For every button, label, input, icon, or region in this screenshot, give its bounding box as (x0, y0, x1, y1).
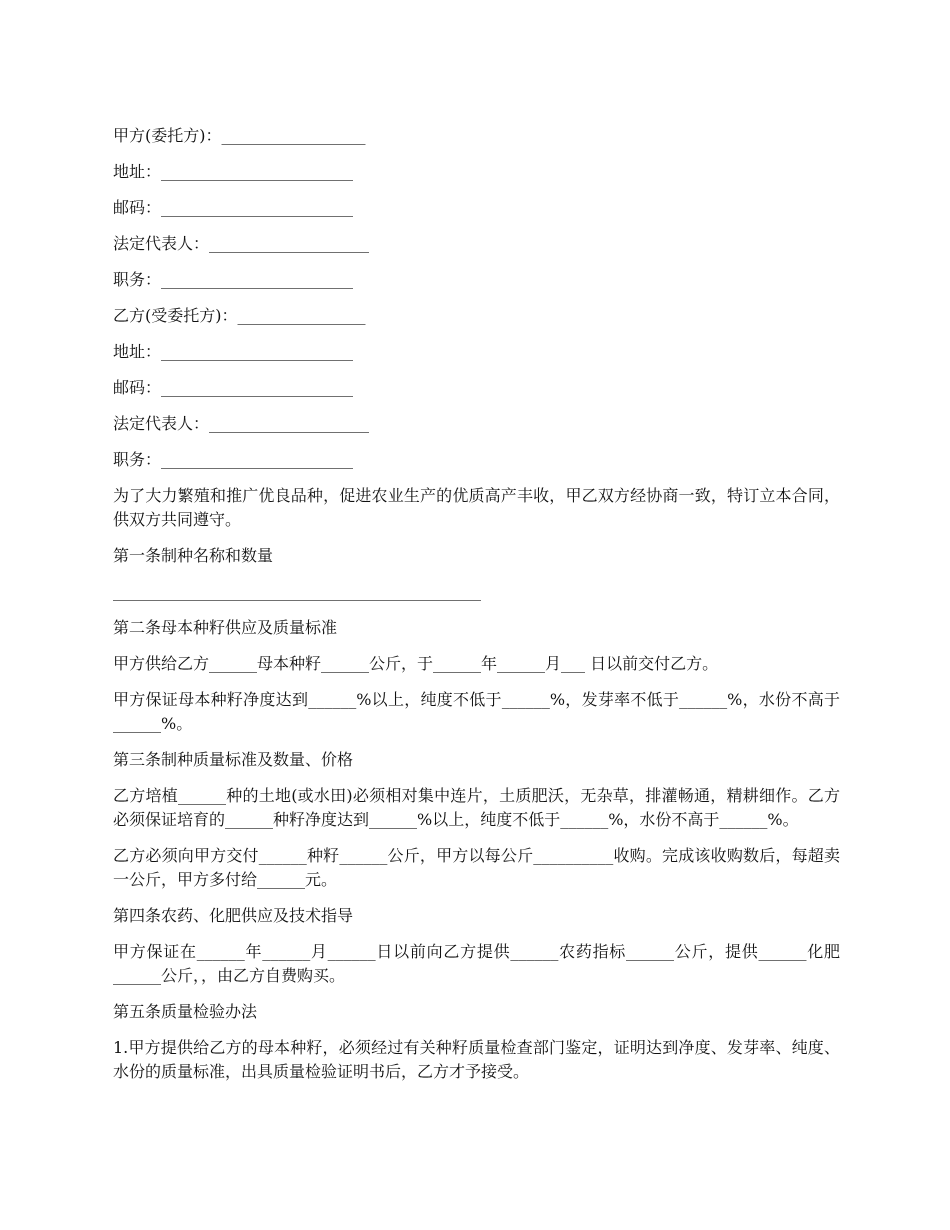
party-b-legal-rep: 法定代表人：____________________ (113, 414, 370, 433)
party-a-legal-rep: 法定代表人：____________________ (113, 234, 370, 253)
article5-heading: 第五条质量检验办法 (113, 1002, 258, 1021)
article2-paragraph-1: 甲方供给乙方______母本种籽______公斤，于______年______月___ 日以前交付乙方。 (113, 654, 719, 673)
article5-paragraph-1: 1.甲方提供给乙方的母本种籽，必须经过有关种籽质量检查部门鉴定，证明达到净度、发芽率、纯度、水份的质量标准，出具质量检验证明书后，乙方才予接受。 (113, 1038, 840, 1081)
article2-heading: 第二条母本种籽供应及质量标准 (113, 618, 338, 637)
article1-blank-line: ______________________________________________ (113, 582, 481, 601)
contract-page (113, 124, 840, 1096)
article3-paragraph-2: 乙方必须向甲方交付______种籽______公斤，甲方以每公斤__________收购。完成该收购数后，每超卖一公斤，甲方多付给______元。 (113, 846, 840, 889)
article3-heading: 第三条制种质量标准及数量、价格 (113, 750, 354, 769)
party-a-label: 甲方(委托方)：__________________ (113, 126, 366, 145)
preamble-paragraph: 为了大力繁殖和推广优良品种，促进农业生产的优质高产丰收，甲乙双方经协商一致，特订立本合同，供双方共同遵守。 (113, 486, 840, 529)
article2-paragraph-2: 甲方保证母本种籽净度达到______%以上，纯度不低于______%，发芽率不低于______%，水份不高于______%。 (113, 690, 840, 733)
party-a-address: 地址：________________________ (113, 162, 354, 181)
article4-paragraph-1: 甲方保证在______年______月______日以前向乙方提供______农药指标______公斤，提供______化肥______公斤，，由乙方自费购买。 (113, 942, 840, 985)
party-b-postcode: 邮码：________________________ (113, 378, 354, 397)
article4-heading: 第四条农药、化肥供应及技术指导 (113, 906, 354, 925)
party-b-position: 职务：________________________ (113, 450, 354, 469)
party-a-position: 职务：________________________ (113, 270, 354, 289)
article1-heading: 第一条制种名称和数量 (113, 546, 274, 565)
party-b-label: 乙方(受委托方)：________________ (113, 306, 366, 325)
article3-paragraph-1: 乙方培植______种的土地(或水田)必须相对集中连片，土质肥沃，无杂草，排灌畅通，精耕细作。乙方必须保证培育的______种籽净度达到______%以上，纯度不低于______%，水份不高于______%。 (113, 786, 840, 829)
party-b-address: 地址：________________________ (113, 342, 354, 361)
party-a-postcode: 邮码：________________________ (113, 198, 354, 217)
